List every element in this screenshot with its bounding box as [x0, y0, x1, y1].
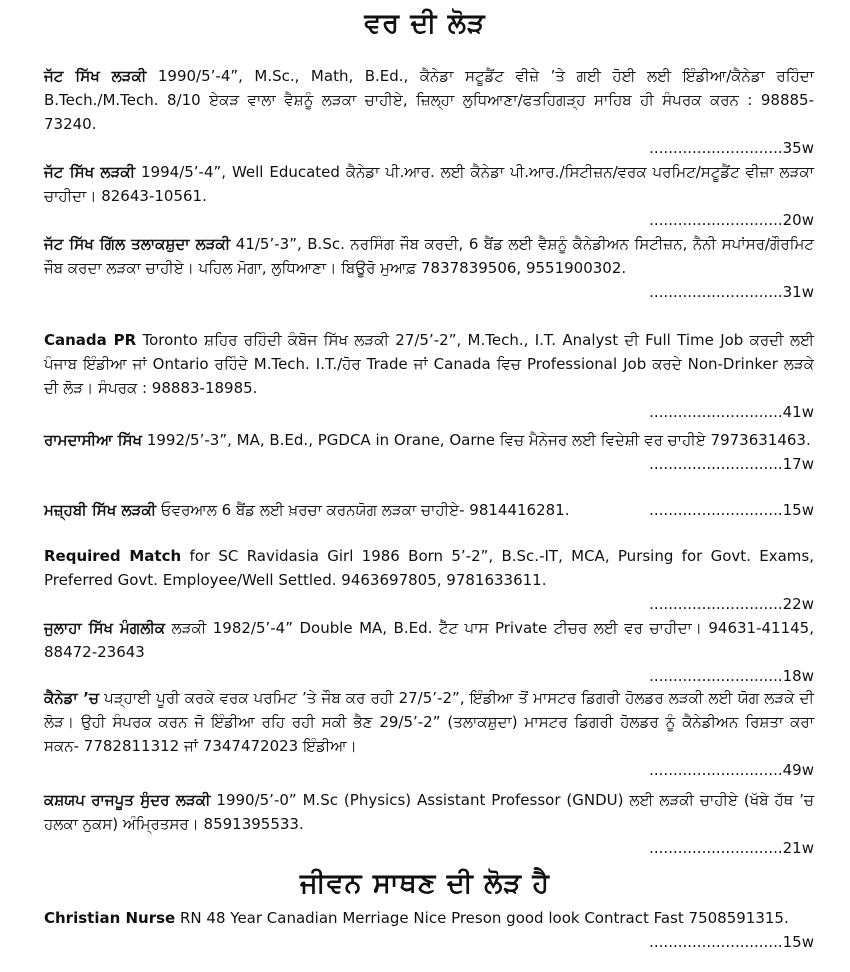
ad-rate: ............................35w [649, 139, 814, 157]
ad-2 [44, 160, 814, 232]
ad-lead: ਜੱਟ ਸਿੱਖ ਲੜਕੀ [44, 67, 147, 85]
ad-body: ਓਵਰਆਲ 6 ਬੈਂਡ ਲਈ ਖ਼ਰਚਾ ਕਰਨਯੋਗ ਲੜਕਾ ਚਾਹੀਏ- 9814416281. [156, 501, 570, 519]
ad-body: for SC Ravidasia Girl 1986 Born 5’-2”, B.Sc.-IT, MCA, Pursing for Govt. Exams, Preferred Govt. Employee/Well Settled. 9463697805, 9781633611. [44, 547, 814, 589]
ad-lead: Canada PR [44, 331, 137, 349]
section-heading-groom-wanted: ਵਰ ਦੀ ਲੋੜ [364, 8, 486, 39]
ad-9 [44, 686, 814, 782]
ad-rate: ............................20w [649, 211, 814, 229]
ad-rate: ............................15w [649, 501, 814, 519]
ad-rate: ............................18w [649, 667, 814, 685]
ad-body: 1990/5’-0” M.Sc (Physics) Assistant Professor (GNDU) ਲਈ ਲੜਕੀ ਚਾਹੀਏ (ਖੱਬੇ ਹੱਥ ’ਚ ਹਲਕਾ ਨੁਕਸ) ਅੰਮ੍ਰਿਤਸਰ। 8591395533. [44, 791, 814, 833]
ad-body: 1990/5’-4”, M.Sc., Math, B.Ed., ਕੈਨੇਡਾ ਸਟੂਡੈਂਟ ਵੀਜ਼ੇ ’ਤੇ ਗਈ ਹੋਈ ਲਈ ਇੰਡੀਆ/ਕੈਨੇਡਾ ਰਹਿੰਦਾ B.Tech./M.Tech. 8/10 ਏਕੜ ਵਾਲਾ ਵੈਸ਼ਨੂੰ ਲੜਕਾ ਚਾਹੀਏ, ਜ਼ਿਲ੍ਹਾ ਲੁਧਿਆਣਾ/ਫਤਹਿਗੜ੍ਹ ਸਾਹਿਬ ਹੀ ਸੰਪਰਕ ਕਰਨ : 98885-73240. [44, 67, 814, 133]
ad-lead: ਕੈਨੇਡਾ ’ਚ [44, 689, 100, 707]
ad-rate: ............................49w [649, 761, 814, 779]
ad-lead: ਕਸ਼ਯਪ ਰਾਜਪੂਤ ਸੁੰਦਰ ਲੜਕੀ [44, 791, 211, 809]
ad-rate: ............................17w [649, 455, 814, 473]
ad-7 [44, 544, 814, 616]
ad-body: Toronto ਸ਼ਹਿਰ ਰਹਿੰਦੀ ਕੰਬੋਜ ਸਿੱਖ ਲੜਕੀ 27/5’-2”, M.Tech., I.T. Analyst ਦੀ Full Time Job ਕਰਦੀ ਲਈ ਪੰਜਾਬ ਇੰਡੀਆ ਜਾਂ Ontario ਰਹਿੰਦੇ M.Tech. I.T./ਹੋਰ Trade ਜਾਂ Canada ਵਿਚ Professional Job ਕਰਦੇ Non-Drinker ਲੜਕੇ ਦੀ ਲੋੜ। ਸੰਪਰਕ : 98883-18985. [44, 331, 815, 397]
ad-lead: ਜੱਟ ਸਿੱਖ ਲੜਕੀ [44, 163, 136, 181]
ad-lead: Required Match [44, 547, 182, 565]
ad-body: ਪੜ੍ਹਾਈ ਪੂਰੀ ਕਰਕੇ ਵਰਕ ਪਰਮਿਟ ’ਤੇ ਜੌਬ ਕਰ ਰਹੀ 27/5’-2”, ਇੰਡੀਆ ਤੋਂ ਮਾਸਟਰ ਡਿਗਰੀ ਹੋਲਡਰ ਲੜਕੀ ਲਈ ਯੋਗ ਲੜਕੇ ਦੀ ਲੋੜ। ਉਹੀ ਸੰਪਰਕ ਕਰਨ ਜੋ ਇੰਡੀਆ ਰਹਿ ਰਹੀ ਸਕੀ ਭੈਣ 29/5’-2” (ਤਲਾਕਸ਼ੁਦਾ) ਮਾਸਟਰ ਡਿਗਰੀ ਹੋਲਡਰ ਨੂੰ ਕੈਨੇਡੀਅਨ ਰਿਸ਼ਤਾ ਕਰਾ ਸਕਨ- 7782811312 ਜਾਂ 7347472023 ਇੰਡੀਆ। [44, 689, 814, 755]
ad-3 [44, 232, 814, 304]
ad-body: ਲੜਕੀ 1982/5’-4” Double MA, B.Ed. ਟੈੱਟ ਪਾਸ Private ਟੀਚਰ ਲਈ ਵਰ ਚਾਹੀਦਾ। 94631-41145, 88472-23643 [44, 619, 814, 661]
ad-lead: Christian Nurse [44, 909, 176, 927]
ad-rate: ............................22w [649, 595, 814, 613]
ad-5 [44, 428, 814, 476]
ad-rate: ............................31w [649, 283, 814, 301]
ad-rate: ............................41w [649, 403, 814, 421]
ad-lead: ਜੱਟ ਸਿੱਖ ਗਿੱਲ ਤਲਾਕਸ਼ੁਦਾ ਲੜਕੀ [44, 235, 231, 253]
ad-4 [44, 328, 814, 424]
section-heading-bride-wanted: ਜੀਵਨ ਸਾਥਣ ਦੀ ਲੋੜ ਹੈ [300, 868, 550, 899]
ad-10 [44, 788, 814, 860]
ad-body: 1994/5’-4”, Well Educated ਕੈਨੇਡਾ ਪੀ.ਆਰ. ਲਈ ਕੈਨੇਡਾ ਪੀ.ਆਰ./ਸਿਟੀਜ਼ਨ/ਵਰਕ ਪਰਮਿਟ/ਸਟੂਡੈਂਟ ਵੀਜ਼ਾ ਲੜਕਾ ਚਾਹੀਦਾ। 82643-10561. [44, 163, 814, 205]
ad-6 [44, 498, 814, 522]
ad-1 [44, 64, 814, 160]
ad-body: 41/5’-3”, B.Sc. ਨਰਸਿੰਗ ਜੌਬ ਕਰਦੀ, 6 ਬੈਂਡ ਲਈ ਵੈਸ਼ਨੂੰ ਕੈਨੇਡੀਅਨ ਸਿਟੀਜ਼ਨ, ਨੈਨੀ ਸਪਾਂਸਰ/ਗੌਰਮਿਟ ਜੌਬ ਕਰਦਾ ਲੜਕਾ ਚਾਹੀਏ। ਪਹਿਲ ਮੋਗਾ, ਲੁਧਿਆਣਾ। ਬਿਊਰੋ ਮੁਆਫ਼ 7837839506, 9551900302. [44, 235, 814, 277]
ad-body: 1992/5’-3”, MA, B.Ed., PGDCA in Orane, Oarne ਵਿਚ ਮੈਨੇਜਰ ਲਈ ਵਿਦੇਸ਼ੀ ਵਰ ਚਾਹੀਏ 7973631463. [142, 431, 811, 449]
ad-lead: ਰਾਮਦਾਸੀਆ ਸਿੱਖ [44, 431, 143, 449]
ad-rate: ............................21w [649, 839, 814, 857]
ad-rate: ............................15w [649, 933, 814, 951]
ad-lead: ਮਜ਼੍ਹਬੀ ਸਿੱਖ ਲੜਕੀ [44, 501, 157, 519]
ad-8 [44, 616, 814, 688]
ad-11 [44, 906, 814, 954]
ad-body: RN 48 Year Canadian Merriage Nice Preson good look Contract Fast 7508591315. [175, 909, 789, 927]
ad-lead: ਜੁਲਾਹਾ ਸਿੱਖ ਮੰਗਲੀਕ [44, 619, 166, 637]
